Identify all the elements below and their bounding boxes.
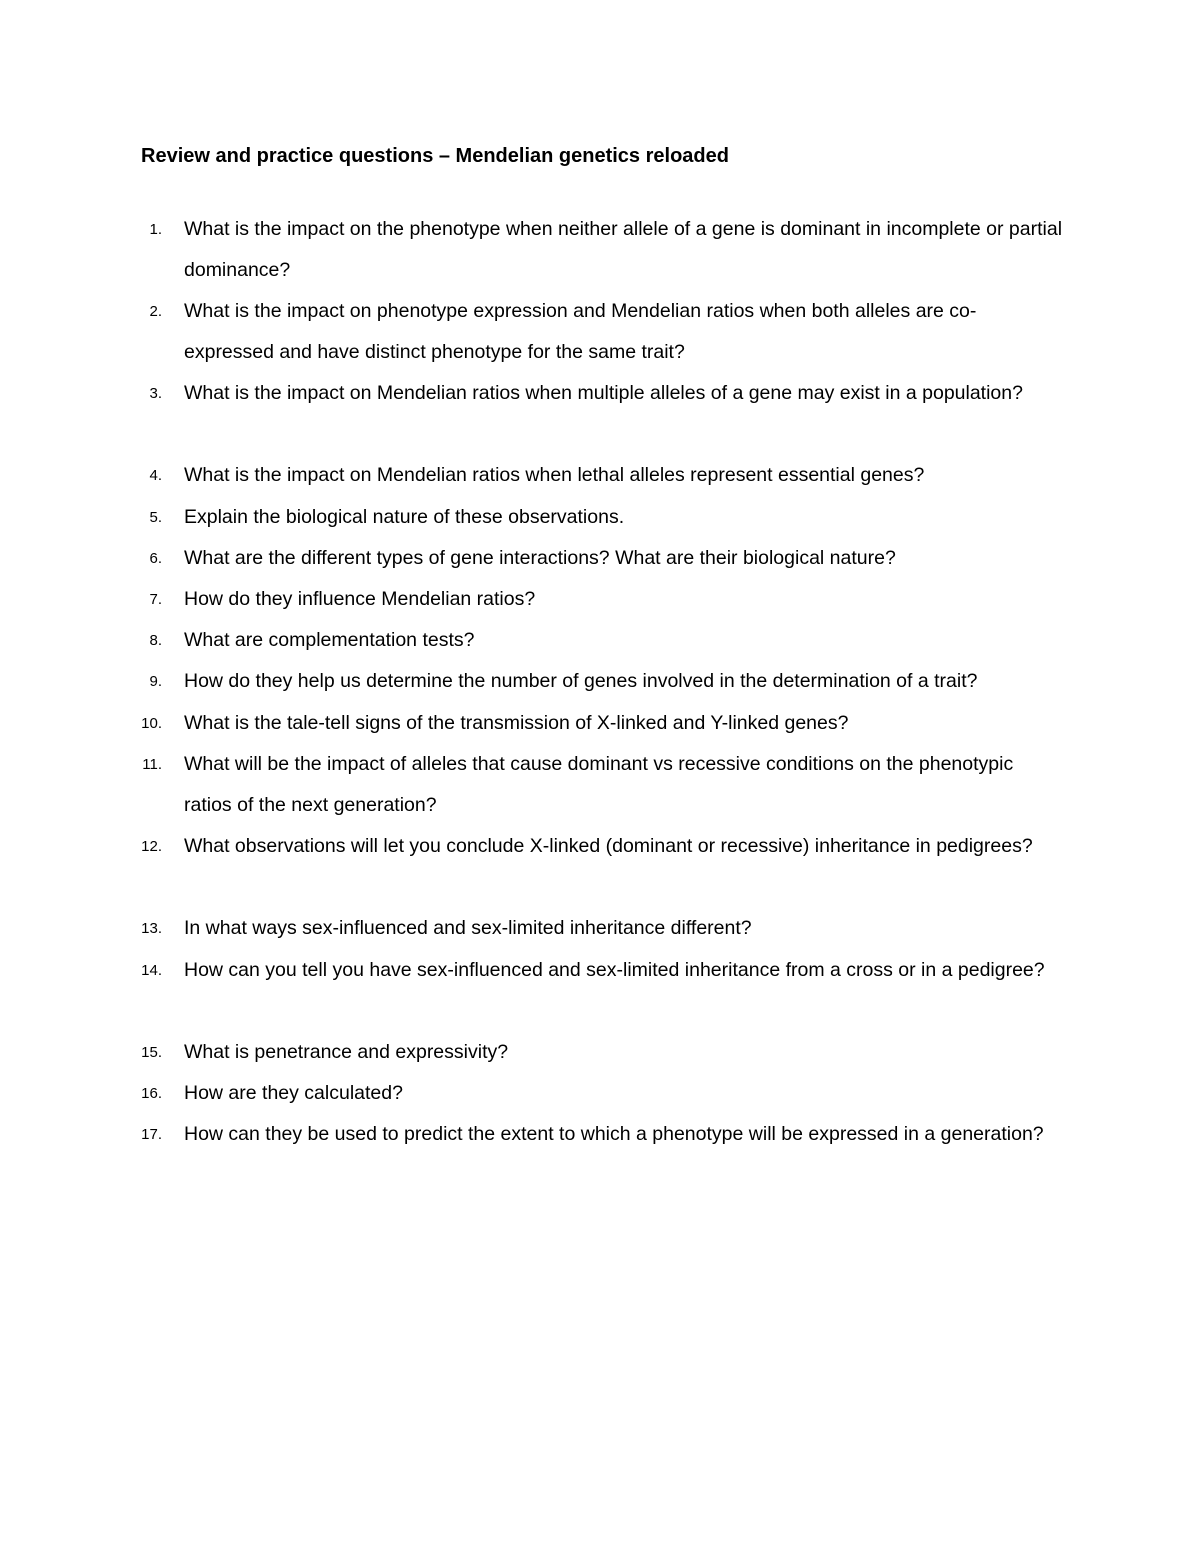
question-number: 2. — [149, 303, 162, 320]
question-number: 4. — [149, 467, 162, 484]
question-text: What are the different types of gene interactions? What are their biological nature? — [184, 547, 896, 569]
question-text: What will be the impact of alleles that cause dominant vs recessive conditions on the phenotypic ratios of the next generation? — [184, 753, 1014, 816]
question-number: 13. — [141, 920, 162, 937]
document-title: Review and practice questions – Mendelian genetics reloaded — [141, 145, 729, 167]
question-text: How can you tell you have sex-influenced and sex-limited inheritance from a cross or in a pedigree? — [184, 959, 1045, 981]
question-number: 17. — [141, 1126, 162, 1143]
question-text: What is the impact on phenotype expression and Mendelian ratios when both alleles are co-expressed and have distinct phenotype for the same trait? — [184, 300, 977, 363]
question-number: 11. — [142, 756, 162, 773]
question-number: 7. — [149, 591, 162, 608]
question-number: 14. — [141, 962, 162, 979]
question-text: What is the impact on Mendelian ratios when multiple alleles of a gene may exist in a population? — [184, 382, 1023, 404]
question-text: How do they help us determine the number of genes involved in the determination of a trait? — [184, 670, 978, 692]
question-number: 1. — [149, 221, 162, 238]
question-text: What is the impact on Mendelian ratios when lethal alleles represent essential genes? — [184, 464, 925, 486]
question-number: 6. — [149, 550, 162, 567]
question-text: What is the tale-tell signs of the transmission of X-linked and Y-linked genes? — [184, 712, 849, 734]
question-text: In what ways sex-influenced and sex-limited inheritance different? — [184, 917, 752, 939]
question-text: What is the impact on the phenotype when neither allele of a gene is dominant in incomplete or partial dominance? — [184, 218, 1063, 281]
question-number: 8. — [149, 632, 162, 649]
question-number: 9. — [149, 673, 162, 690]
question-number: 10. — [141, 715, 162, 732]
question-number: 5. — [149, 509, 162, 526]
question-text: What are complementation tests? — [184, 629, 475, 651]
question-text: How are they calculated? — [184, 1082, 403, 1104]
question-text: How do they influence Mendelian ratios? — [184, 588, 536, 610]
question-text: Explain the biological nature of these observations. — [184, 506, 625, 528]
question-number: 12. — [141, 838, 162, 855]
question-text: What observations will let you conclude X-linked (dominant or recessive) inheritance in pedigrees? — [184, 835, 1033, 857]
question-number: 16. — [141, 1085, 162, 1102]
question-number: 15. — [141, 1044, 162, 1061]
question-text: How can they be used to predict the extent to which a phenotype will be expressed in a generation? — [184, 1123, 1044, 1145]
question-number: 3. — [149, 385, 162, 402]
question-text: What is penetrance and expressivity? — [184, 1041, 509, 1063]
